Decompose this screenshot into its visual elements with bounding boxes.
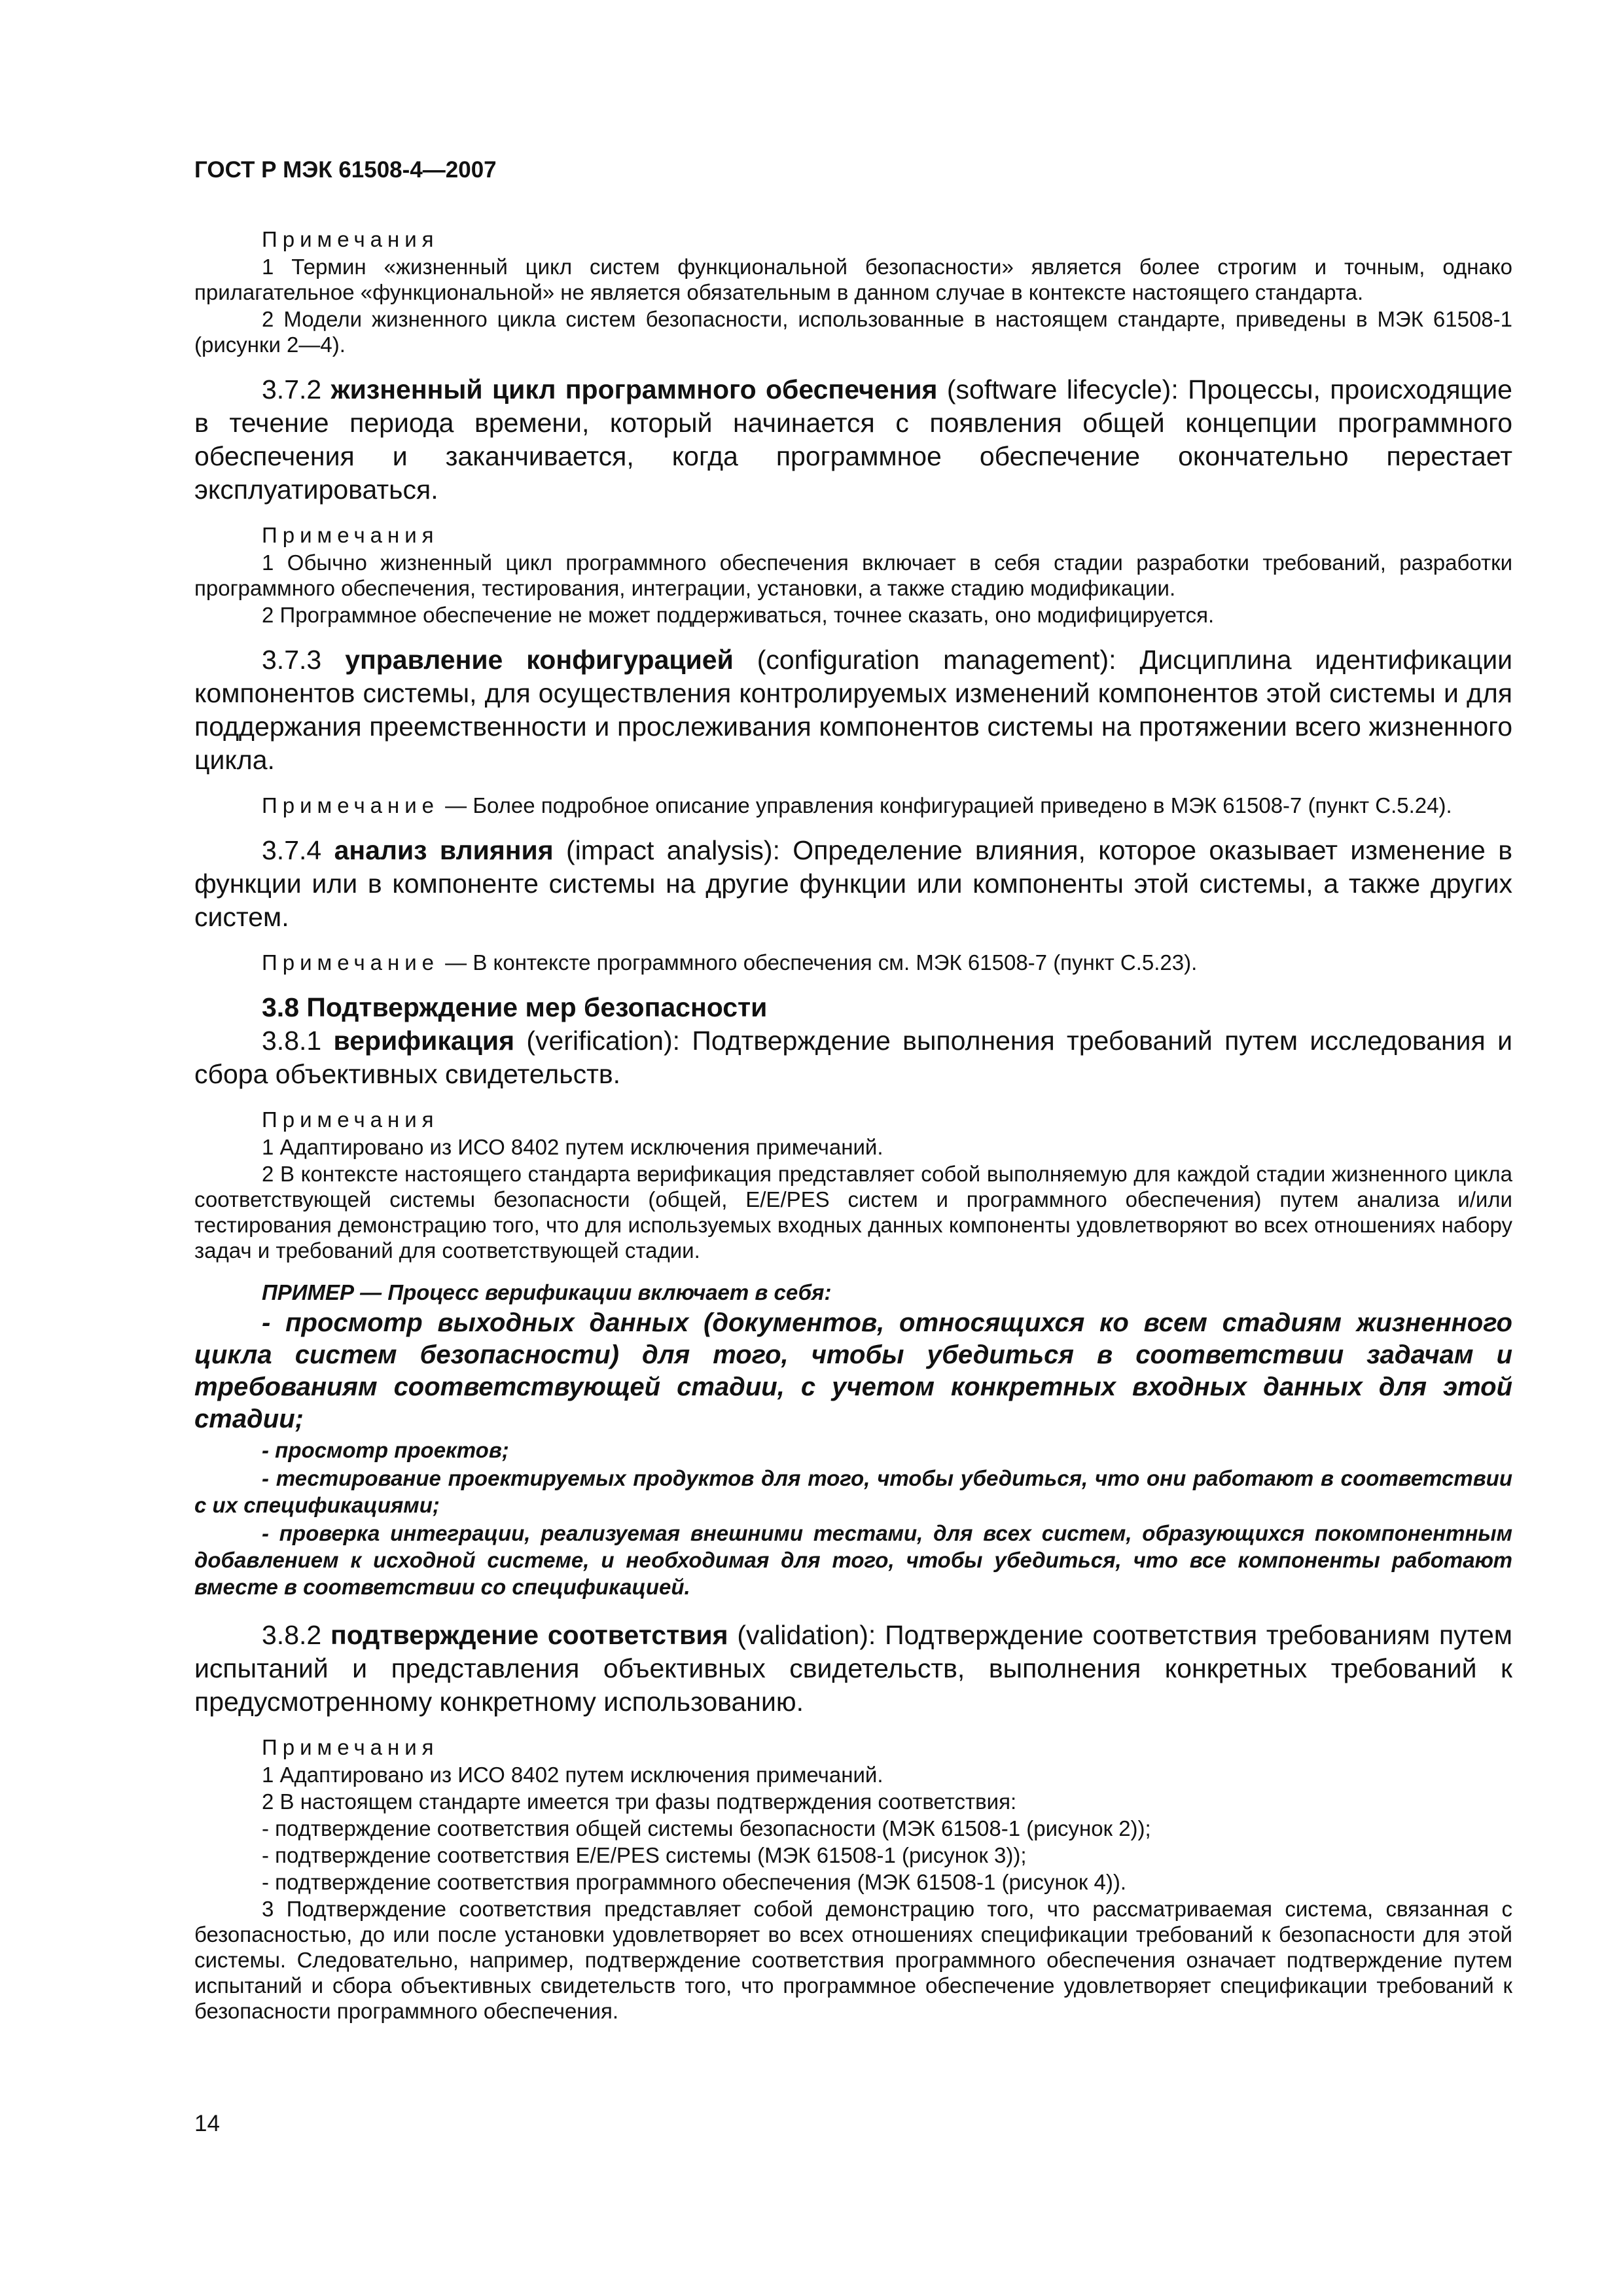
- term-number: 3.7.2: [262, 374, 322, 404]
- term-title: верификация: [333, 1026, 514, 1056]
- term-title: управление конфигурацией: [345, 645, 734, 675]
- term-english: (validation): [737, 1620, 868, 1650]
- page-number: 14: [194, 2111, 220, 2136]
- term-english: (configuration management): [757, 645, 1109, 675]
- note-item: 1 Обычно жизненный цикл программного обеспечения включает в себя стадии разработки требований, разработки программного обеспечения, тестирования, интеграции, установки, а также стадию модификации.: [194, 550, 1512, 600]
- term-definition: : Определение влияния, которое оказывает изменение в функции или в компоненте системы на другие функции или компоненты этой системы, а также других систем.: [194, 835, 1512, 932]
- term-title: анализ влияния: [334, 835, 554, 865]
- note-item: 2 Модели жизненного цикла систем безопасности, использованные в настоящем стандарте, приведены в МЭК 61508-1 (рисунки 2—4).: [194, 307, 1512, 357]
- note-item: 2 Программное обеспечение не может поддерживаться, точнее сказать, оно модифицируется.: [262, 603, 1215, 627]
- notes-label: Примечания: [262, 1735, 439, 1759]
- note-item: 1 Адаптировано из ИСО 8402 путем исключения примечаний.: [262, 1763, 883, 1787]
- term-number: 3.8.2: [262, 1620, 322, 1650]
- term-title: подтверждение соответствия: [330, 1620, 728, 1650]
- note-list-item: - подтверждение соответствия E/E/PES системы (МЭК 61508-1 (рисунок 3));: [262, 1843, 1027, 1867]
- standard-header: ГОСТ Р МЭК 61508-4—2007: [194, 157, 497, 183]
- term-definition: : Подтверждение соответствия требованиям путем испытаний и представления объективных свидетельств, выполнения конкретных требований к предусмотренному конкретному использованию.: [194, 1620, 1512, 1717]
- notes-label: Примечания: [262, 227, 439, 251]
- note-label: Примечание: [262, 950, 440, 975]
- note-item: 1 Адаптировано из ИСО 8402 путем исключения примечаний.: [262, 1135, 883, 1159]
- term-number: 3.7.4: [262, 835, 322, 865]
- note-text: — Более подробное описание управления конфигурацией приведено в МЭК 61508-7 (пункт С.5.24).: [439, 793, 1452, 817]
- term-definition: : Дисциплина идентификации компонентов системы, для осуществления контролируемых изменений компонентов этой системы и для поддержания преемственности и прослеживания компонентов системы на протяжении всего жизненного цикла.: [194, 645, 1512, 775]
- term-title: жизненный цикл программного обеспечения: [330, 374, 938, 404]
- term-3-8-1: [194, 1024, 1512, 1091]
- single-note: [194, 793, 1512, 818]
- term-definition: : Подтверждение выполнения требований путем исследования и сбора объективных свидетельств.: [194, 1026, 1512, 1089]
- term-3-7-2: [194, 373, 1512, 507]
- single-note: [194, 950, 1512, 975]
- notes-label: Примечания: [262, 523, 439, 547]
- page-content: [194, 154, 1512, 2025]
- section-heading: 3.8 Подтверждение мер безопасности: [262, 992, 768, 1022]
- term-number: 3.7.3: [262, 645, 322, 675]
- notes-label: Примечания: [262, 1107, 439, 1132]
- term-3-7-4: [194, 834, 1512, 934]
- term-number: 3.8.1: [262, 1026, 322, 1056]
- example-item: - просмотр проектов;: [262, 1438, 509, 1462]
- term-definition: : Процессы, происходящие в течение периода времени, который начинается с появления общей концепции программного обеспечения и заканчивается, когда программное обеспечение окончательно перестает эксплуатироваться.: [194, 374, 1512, 505]
- note-text: — В контексте программного обеспечения см. МЭК 61508-7 (пункт С.5.23).: [439, 950, 1198, 975]
- term-3-8-2: [194, 1619, 1512, 1719]
- term-3-7-3: [194, 643, 1512, 777]
- term-english: (verification): [526, 1026, 673, 1056]
- note-item: 2 В настоящем стандарте имеется три фазы подтверждения соответствия:: [262, 1789, 1017, 1814]
- note-list-item: - подтверждение соответствия программного обеспечения (МЭК 61508-1 (рисунок 4)).: [262, 1870, 1127, 1894]
- note-list-item: - подтверждение соответствия общей системы безопасности (МЭК 61508-1 (рисунок 2));: [262, 1816, 1151, 1840]
- note-item: 3 Подтверждение соответствия представляет собой демонстрацию того, что рассматриваемая система, связанная с безопасностью, до или после установки удовлетворяет во всех отношениях спецификации требований к безопасности для этой системы. Следовательно, например, подтверждение соответствия программного обеспечения означает подтверждение путем испытаний и сбора объективных свидетельств того, что программное обеспечение удовлетворяет спецификации требований к безопасности программного обеспечения.: [194, 1897, 1512, 2023]
- example-intro: ПРИМЕР — Процесс верификации включает в себя:: [262, 1280, 832, 1304]
- example-item: - просмотр выходных данных (документов, относящихся ко всем стадиям жизненного цикла систем безопасности) для того, чтобы убедиться в соответствии задачам и требованиям соответствующей стадии, с учетом конкретных входных данных для этой стадии;: [194, 1308, 1512, 1433]
- note-item: 2 В контексте настоящего стандарта верификация представляет собой выполняемую для каждой стадии жизненного цикла соответствующей системы безопасности (общей, E/E/PES систем и программного обеспечения) путем анализа и/или тестирования демонстрацию того, что для используемых входных данных компоненты удовлетворяют во всех отношениях набору задач и требований для соответствующей стадии.: [194, 1162, 1512, 1263]
- example-item: - тестирование проектируемых продуктов для того, чтобы убедиться, что они работают в соответствии с их спецификациями;: [194, 1466, 1512, 1517]
- note-item: 1 Термин «жизненный цикл систем функциональной безопасности» является более строгим и точным, однако прилагательное «функциональной» не является обязательным в данном случае в контексте настоящего стандарта.: [194, 255, 1512, 304]
- example-item: - проверка интеграции, реализуемая внешними тестами, для всех систем, образующихся покомпонентным добавлением к исходной системе, и необходимая для того, чтобы убедиться, что все компоненты работают вместе в соответствии со спецификацией.: [194, 1521, 1512, 1599]
- term-english: (software lifecycle): [946, 374, 1171, 404]
- note-label: Примечание: [262, 793, 440, 817]
- term-english: (impact analysis): [566, 835, 773, 865]
